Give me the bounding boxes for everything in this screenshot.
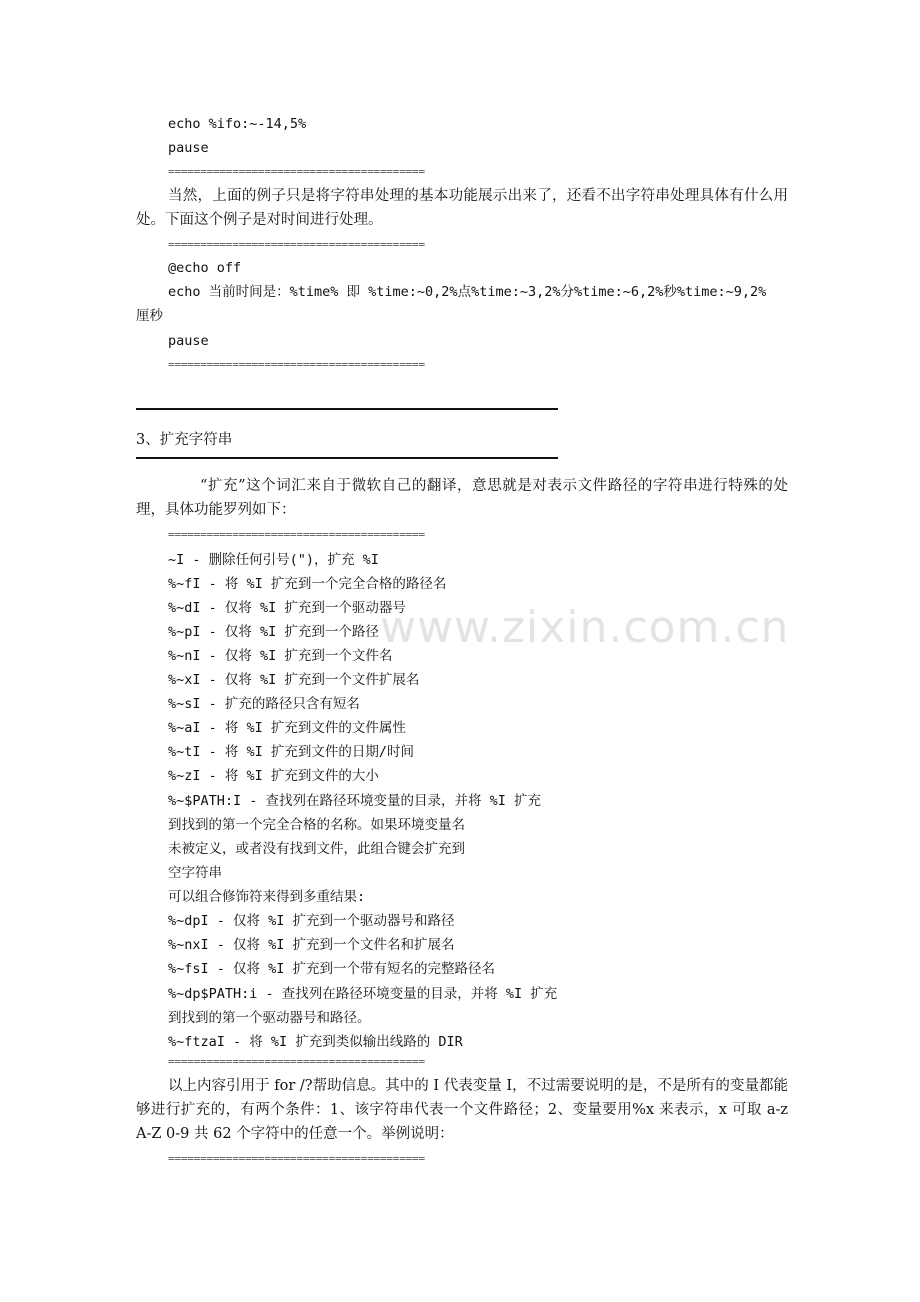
list-item: %~dp$PATH:i - 查找列在路径环境变量的目录，并将 %I 扩充 xyxy=(168,986,558,1002)
list-item: %~ftzaI - 将 %I 扩充到类似输出线路的 DIR xyxy=(168,1034,463,1050)
watermark: www.zixin.com.cn xyxy=(380,602,790,653)
list-item: %~xI - 仅将 %I 扩充到一个文件扩展名 xyxy=(168,672,420,688)
code-pause: pause xyxy=(168,140,209,156)
code-echo-off: @echo off xyxy=(168,260,242,276)
list-item: 空字符串 xyxy=(168,865,222,881)
separator: ======================================== xyxy=(168,1055,425,1068)
list-item: 到找到的第一个完全合格的名称。如果环境变量名 xyxy=(168,817,465,833)
list-item: %~tI - 将 %I 扩充到文件的日期/时间 xyxy=(168,744,415,760)
list-item: %~pI - 仅将 %I 扩充到一个路径 xyxy=(168,624,379,640)
separator: ======================================== xyxy=(168,528,425,541)
code-echo-substring: echo %ifo:~-14,5% xyxy=(168,116,307,132)
list-item: 未被定义，或者没有找到文件，此组合键会扩充到 xyxy=(168,841,465,857)
code-echo-time xyxy=(136,280,796,328)
code-echo-time-line1: echo 当前时间是：%time% 即 %time:~0,2%点%time:~3,2%分%time:~6,2%秒%time:~9,2% xyxy=(168,284,767,300)
list-item: %~fI - 将 %I 扩充到一个完全合格的路径名 xyxy=(168,576,447,592)
list-item: %~fsI - 仅将 %I 扩充到一个带有短名的完整路径名 xyxy=(168,961,496,977)
list-item: %~dpI - 仅将 %I 扩充到一个驱动器号和路径 xyxy=(168,913,455,929)
list-item: %~sI - 扩充的路径只含有短名 xyxy=(168,696,360,712)
list-item: 可以组合修饰符来得到多重结果: xyxy=(168,889,366,905)
list-item: 到找到的第一个驱动器号和路径。 xyxy=(168,1010,371,1026)
section-heading: 3、扩充字符串 xyxy=(136,432,233,448)
list-item: %~dI - 仅将 %I 扩充到一个驱动器号 xyxy=(168,600,406,616)
horizontal-rule xyxy=(136,457,558,459)
separator: ======================================== xyxy=(168,358,425,371)
separator: ======================================== xyxy=(168,238,425,251)
list-item: %~nI - 仅将 %I 扩充到一个文件名 xyxy=(168,648,393,664)
code-pause: pause xyxy=(168,333,209,349)
paragraph-intro-time: 当然，上面的例子只是将字符串处理的基本功能展示出来了，还看不出字符串处理具体有什么用处。下面这个例子是对时间进行处理。 xyxy=(136,188,788,228)
list-item: %~zI - 将 %I 扩充到文件的大小 xyxy=(168,768,379,784)
horizontal-rule xyxy=(136,408,558,410)
paragraph-expand-intro: “扩充”这个词汇来自于微软自己的翻译，意思就是对表示文件路径的字符串进行特殊的处理，具体功能罗列如下： xyxy=(136,478,788,518)
list-item: ~I - 删除任何引号(")，扩充 %I xyxy=(168,552,379,568)
list-item: %~nxI - 仅将 %I 扩充到一个文件名和扩展名 xyxy=(168,937,455,953)
code-echo-time-line2: 厘秒 xyxy=(136,308,163,324)
list-item: %~aI - 将 %I 扩充到文件的文件属性 xyxy=(168,720,406,736)
paragraph-expand-conditions: 以上内容引用于 for /?帮助信息。其中的 I 代表变量 I，不过需要说明的是，不是所有的变量都能够进行扩充的，有两个条件：1、该字符串代表一个文件路径；2、变量要用%x 来表示，x 可取 a-z A-Z 0-9 共 62 个字符中的任意一个。举例说明： xyxy=(136,1078,788,1142)
list-item: %~$PATH:I - 查找列在路径环境变量的目录，并将 %I 扩充 xyxy=(168,793,542,809)
separator: ======================================== xyxy=(168,1152,425,1165)
separator: ======================================== xyxy=(168,165,425,178)
